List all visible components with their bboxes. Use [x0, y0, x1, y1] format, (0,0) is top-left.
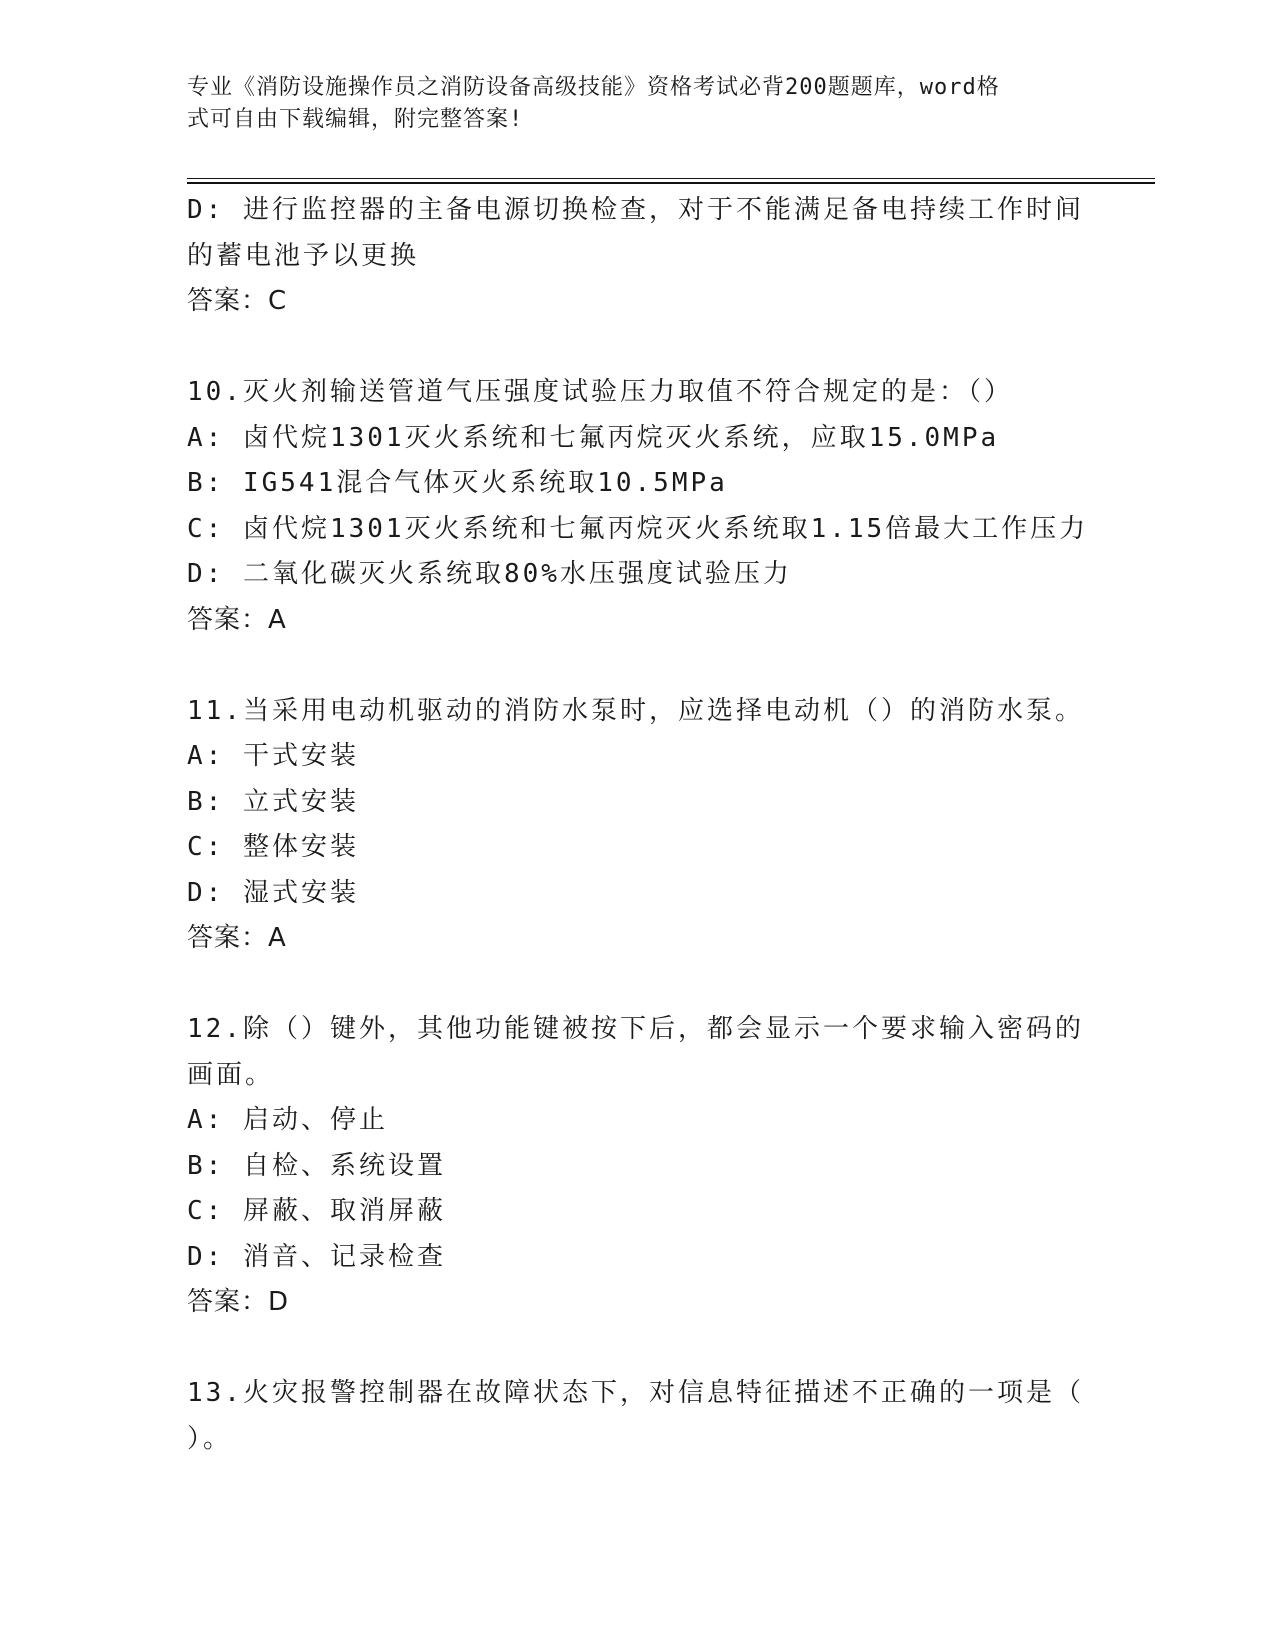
question-10 — [187, 370, 1089, 643]
option-b: B: 立式安装 — [187, 786, 359, 817]
option-c: C: 整体安装 — [187, 832, 359, 862]
option-d-line-2: 的蓄电池予以更换 — [187, 240, 420, 271]
header-line-1: 专业《消防设施操作员之消防设备高级技能》资格考试必背200题题库，word格 — [187, 75, 1000, 100]
option-a: A: 干式安装 — [187, 741, 359, 771]
option-b: B: 自检、系统设置 — [187, 1150, 446, 1181]
option-b: B: IG541混合气体灭火系统取10.5MPa — [187, 468, 728, 498]
option-d: D: 二氧化碳灭火系统取80%水压强度试验压力 — [187, 559, 792, 589]
answer: 答案：D — [187, 1287, 290, 1317]
question-12 — [187, 1007, 1084, 1326]
question-stem-line-1: 13.火灾报警控制器在故障状态下，对信息特征描述不正确的一项是（ — [187, 1378, 1084, 1408]
page-header — [187, 72, 1067, 136]
answer: 答案：A — [187, 923, 287, 953]
header-divider-thick — [187, 182, 1155, 184]
header-line-2: 式可自由下载编辑，附完整答案! — [187, 107, 524, 132]
answer: 答案：C — [187, 286, 288, 316]
option-a: A: 卤代烷1301灭火系统和七氟丙烷灭火系统，应取15.0MPa — [187, 422, 1000, 453]
question-9-continuation — [187, 188, 1084, 325]
option-d: D: 消音、记录检查 — [187, 1241, 446, 1272]
option-a: A: 启动、停止 — [187, 1105, 388, 1135]
question-content — [187, 188, 1089, 1462]
option-c: C: 屏蔽、取消屏蔽 — [187, 1196, 446, 1226]
question-13 — [187, 1371, 1084, 1462]
question-stem-line-1: 12.除（）键外，其他功能键被按下后，都会显示一个要求输入密码的 — [187, 1014, 1084, 1044]
question-stem: 10.灭火剂输送管道气压强度试验压力取值不符合规定的是：（） — [187, 377, 1013, 407]
question-stem: 11.当采用电动机驱动的消防水泵时，应选择电动机（）的消防水泵。 — [187, 695, 1084, 726]
question-stem-line-2: 画面。 — [187, 1059, 275, 1090]
question-11 — [187, 689, 1084, 962]
option-d: D: 湿式安装 — [187, 877, 359, 908]
answer: 答案：A — [187, 604, 287, 635]
option-c: C: 卤代烷1301灭火系统和七氟丙烷灭火系统取1.15倍最大工作压力 — [187, 513, 1089, 544]
header-divider-thin — [187, 178, 1155, 179]
option-d-line-1: D: 进行监控器的主备电源切换检查，对于不能满足备电持续工作时间 — [187, 195, 1084, 225]
question-stem-line-2: ）。 — [187, 1423, 233, 1454]
